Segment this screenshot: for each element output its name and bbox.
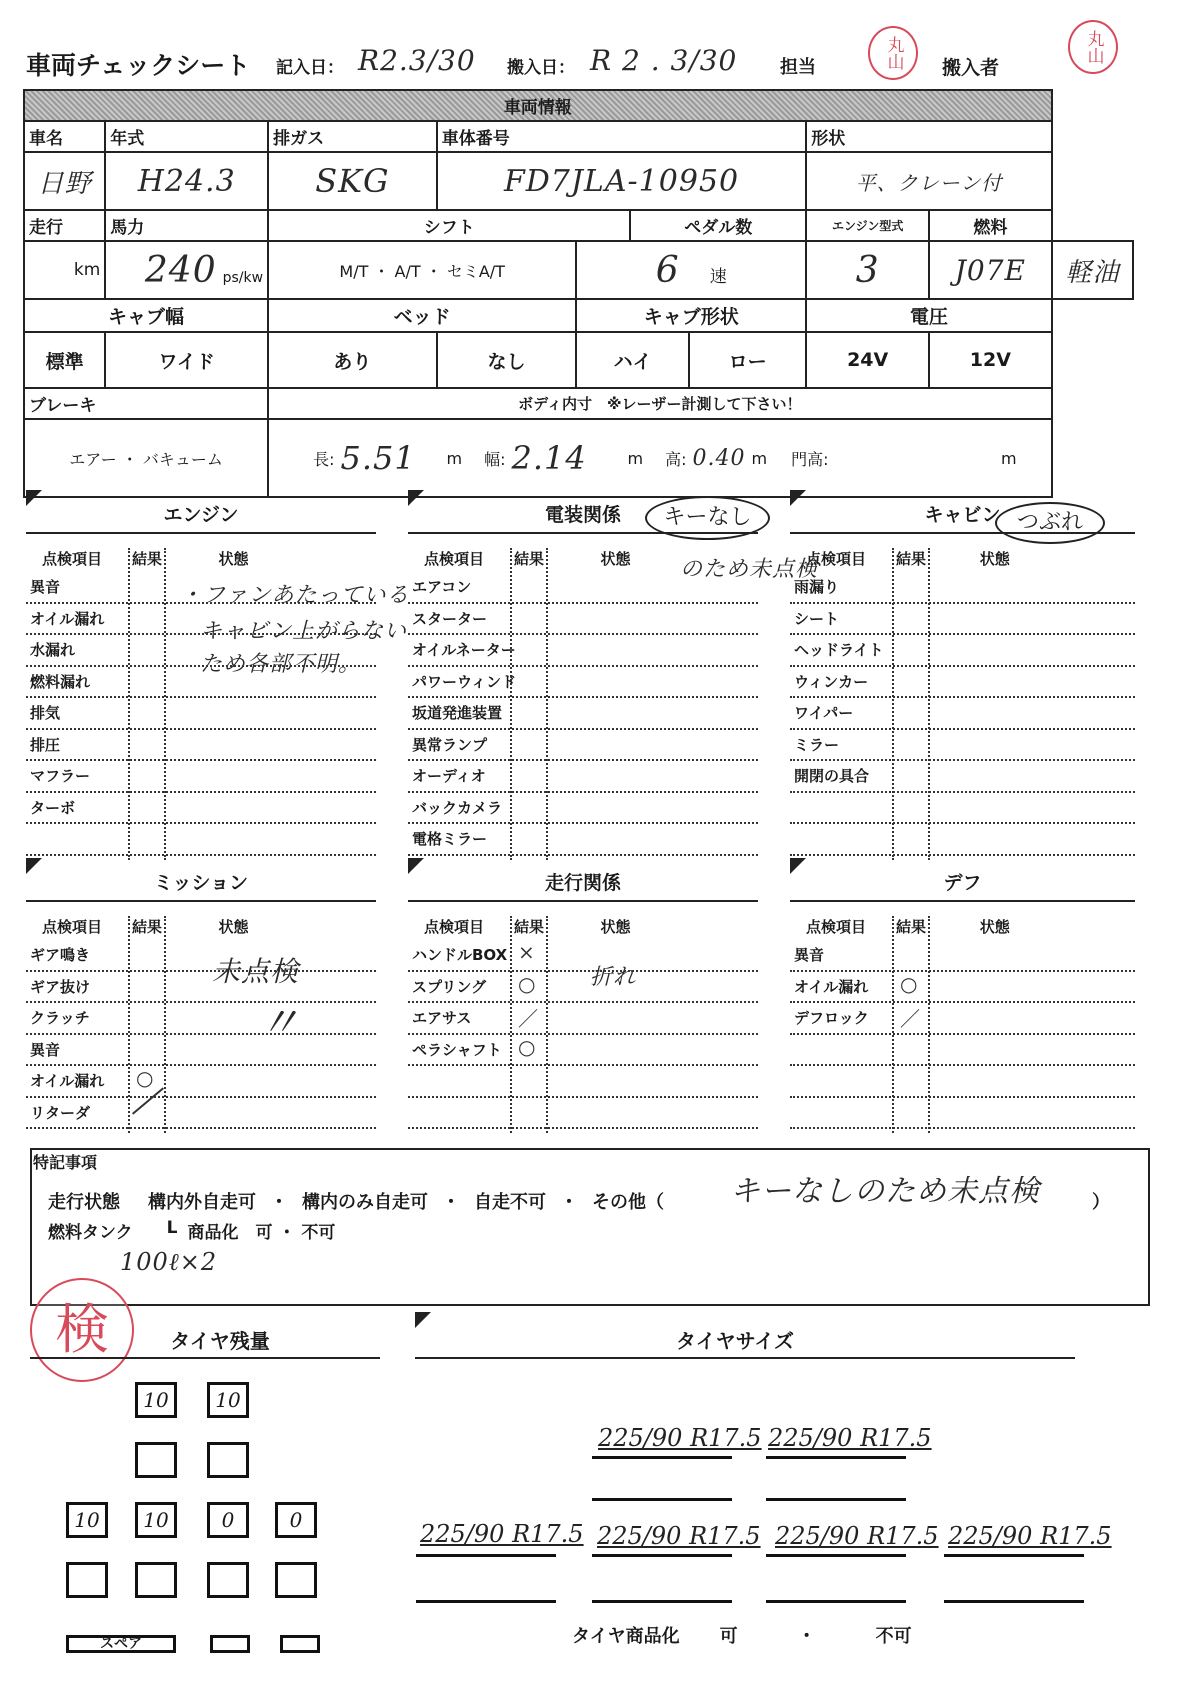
cabin-row-line-5 [790, 759, 1135, 761]
fuel-tank-options: 商品化 可 ・ 不可 [187, 1223, 336, 1243]
value-emission: SKG [268, 152, 437, 210]
fuel-tank-row [48, 1218, 335, 1243]
diff-divider-b [928, 916, 930, 1133]
tyre-box-9 [135, 1562, 177, 1598]
run-option-other: その他（ [592, 1192, 664, 1213]
mission-item-3: 異音 [30, 1040, 61, 1059]
engine-row-line-5 [26, 759, 376, 761]
electrical-title: 電装関係 [544, 504, 621, 526]
value-pedals: 3 [806, 241, 929, 299]
mission-title-line [26, 900, 376, 902]
diff-row-line-3 [790, 1064, 1135, 1066]
engine-title: エンジン [163, 504, 239, 526]
engine-note-3: ため各部不明。 [200, 652, 362, 677]
diff-col-result: 結果 [896, 918, 927, 936]
engine-row-line-1 [26, 633, 376, 635]
tyre-box-2 [135, 1442, 177, 1478]
label-name: 車名 [24, 121, 105, 152]
run-sep-3: ・ [560, 1192, 578, 1213]
electrical-item-6: オーディオ [412, 767, 486, 785]
engine-item-2: 水漏れ [30, 641, 76, 659]
electrical-title-note: キーなし [645, 496, 770, 540]
electrical-row-line-6 [408, 791, 758, 793]
tyre-commercial-ok: 可 [719, 1626, 738, 1647]
cabin-item-1: シート [794, 609, 840, 628]
mission-item-5: リターダ [30, 1103, 91, 1122]
cabin-title-note: つぶれ [995, 502, 1105, 544]
diff-title: デフ [943, 872, 982, 894]
value-power: 240 [144, 249, 217, 291]
door-height-unit: m [1001, 448, 1017, 468]
cab-width-wide: ワイド [105, 332, 268, 388]
width-label: 幅: [484, 449, 506, 469]
staff-stamp: 丸山 [868, 26, 918, 80]
cabin-item-6: 開閉の具合 [794, 767, 870, 785]
electrical-row-line-3 [408, 696, 758, 698]
value-chassis: FD7JLA-10950 [437, 152, 807, 210]
diff-row-line-2 [790, 1033, 1135, 1035]
running-result-3: ○ [518, 1034, 536, 1059]
running-divider-b [546, 916, 548, 1133]
voltage-12v: 12V [929, 332, 1052, 388]
running-row-line-0 [408, 970, 758, 972]
running-row-line-5 [408, 1127, 758, 1129]
door-height-label: 門高: [791, 449, 829, 469]
electrical-item-7: バックカメラ [412, 798, 503, 817]
cab-shape-low: ロー [689, 332, 806, 388]
mission-item-4: オイル漏れ [30, 1072, 105, 1090]
running-item-2: エアサス [412, 1009, 472, 1027]
bringer-stamp: 丸山 [1068, 20, 1118, 74]
diff-divider-a [892, 916, 894, 1133]
engine-item-7: ターボ [30, 798, 76, 817]
height-unit: m [751, 448, 768, 468]
run-sep-1: ・ [270, 1192, 288, 1213]
run-option-inside: 構内のみ自走可 [302, 1192, 428, 1213]
shift-speed-cell [576, 241, 806, 299]
label-shape: 形状 [806, 121, 1051, 152]
tyre-size-bottom-2: 225/90 R17.5 [597, 1522, 761, 1550]
diff-item-1: オイル漏れ [794, 977, 869, 996]
engine-item-3: 燃料漏れ [30, 672, 91, 691]
tyre-commercial-ng: 不可 [875, 1626, 912, 1647]
cab-shape-high: ハイ [576, 332, 689, 388]
running-col-state: 状態 [600, 918, 631, 936]
cabin-col-item: 点検項目 [806, 550, 867, 568]
running-row-line-2 [408, 1033, 758, 1035]
diff-row-line-4 [790, 1096, 1135, 1098]
tyre-box-4: 10 [66, 1502, 108, 1538]
length-value: 5.51 [340, 439, 416, 477]
mission-row-line-4 [26, 1096, 376, 1098]
value-year: H24.3 [105, 152, 268, 210]
electrical-col-state: 状態 [600, 550, 631, 568]
bringer-label: 搬入者 [942, 57, 1000, 79]
electrical-row-line-0 [408, 602, 758, 604]
mission-slash [132, 1087, 164, 1114]
diff-result-2: ／ [900, 1007, 920, 1031]
mission-row-line-1 [26, 1001, 376, 1003]
speed-unit: 速 [709, 266, 727, 287]
running-title: 走行関係 [544, 872, 621, 894]
tyre-size-bottom-3: 225/90 R17.5 [775, 1522, 939, 1550]
electrical-item-4: 坂道発進装置 [412, 704, 503, 722]
cabin-item-4: ワイパー [794, 704, 854, 722]
mission-result-4: ○ [136, 1066, 154, 1090]
spare-tyre-box-2 [280, 1635, 320, 1653]
engine-item-6: マフラー [30, 767, 91, 785]
mission-item-1: ギア抜け [30, 977, 91, 996]
km-unit: km [73, 260, 101, 280]
running-note: 折れ [590, 965, 637, 990]
fuel-tank-note: 100ℓ×2 [120, 1248, 218, 1276]
diff-col-state: 状態 [979, 918, 1010, 936]
label-engine-model: エンジン型式 [806, 210, 929, 241]
engine-row-line-4 [26, 728, 376, 730]
electrical-row-line-8 [408, 854, 758, 856]
tyre-box-8 [66, 1562, 108, 1598]
cabin-title: キャビン [924, 504, 1001, 526]
electrical-item-3: パワーウィンド [412, 672, 517, 691]
cabin-item-2: ヘッドライト [794, 641, 884, 659]
cab-width-standard: 標準 [24, 332, 105, 388]
value-shift-speed: 6 [655, 249, 680, 291]
run-close-paren: ） [1092, 1192, 1110, 1213]
label-shift: シフト [268, 210, 630, 241]
engine-divider-a [128, 548, 130, 860]
label-voltage: 電圧 [806, 299, 1051, 332]
mission-col-state: 状態 [218, 918, 249, 936]
diff-item-2: デフロック [794, 1009, 869, 1027]
cabin-item-0: 雨漏り [794, 578, 840, 596]
mission-item-2: クラッチ [30, 1009, 90, 1027]
running-result-2: ／ [518, 1007, 538, 1031]
label-pedals: ペダル数 [630, 210, 806, 241]
diff-row-line-1 [790, 1001, 1135, 1003]
running-row-line-1 [408, 1001, 758, 1003]
engine-item-0: 異音 [30, 578, 61, 596]
page-title: 車両チェックシート [26, 51, 251, 80]
height-value: 0.40 [692, 445, 746, 471]
cabin-item-3: ウィンカー [794, 672, 869, 691]
value-name: 日野 [24, 152, 105, 210]
tyre-size-bottom-1: 225/90 R17.5 [420, 1520, 584, 1548]
engine-col-item: 点検項目 [42, 550, 103, 568]
shift-options: M/T ・ A/T ・ セミA/T [268, 241, 576, 299]
tyre-size-title: タイヤサイズ [676, 1329, 794, 1353]
tyre-box-3 [207, 1442, 249, 1478]
cabin-row-line-0 [790, 602, 1135, 604]
running-result-1: ○ [518, 971, 536, 996]
staff-label: 担当 [780, 57, 816, 78]
electrical-col-result: 結果 [514, 550, 545, 568]
running-item-3: ペラシャフト [412, 1040, 502, 1059]
bed-no: なし [437, 332, 576, 388]
brake-options: エアー ・ バキューム [24, 419, 268, 497]
tyre-size-top-1: 225/90 R17.5 [598, 1424, 762, 1452]
electrical-divider-a [510, 548, 512, 860]
electrical-item-0: エアコン [412, 578, 472, 596]
run-state-label: 走行状態 [48, 1192, 120, 1213]
mission-title: ミッション [153, 872, 249, 894]
cabin-row-line-6 [790, 791, 1135, 793]
bed-yes: あり [268, 332, 437, 388]
running-title-line [408, 900, 758, 902]
engine-row-line-8 [26, 854, 376, 856]
cabin-row-line-4 [790, 728, 1135, 730]
running-col-item: 点検項目 [424, 918, 485, 936]
ps-unit: ps/kw [222, 269, 264, 286]
fuel-tank-label: 燃料タンク [48, 1223, 133, 1243]
cabin-item-5: ミラー [794, 735, 840, 754]
engine-note-2: キャビン上がらない [200, 619, 408, 644]
run-sep-2: ・ [442, 1192, 460, 1213]
engine-item-4: 排気 [30, 704, 61, 722]
width-value: 2.14 [511, 439, 587, 477]
running-row-line-4 [408, 1096, 758, 1098]
engine-row-line-6 [26, 791, 376, 793]
tyre-size-bottom-4: 225/90 R17.5 [948, 1522, 1112, 1550]
electrical-item-1: スターター [412, 609, 488, 628]
label-brake: ブレーキ [24, 388, 268, 419]
engine-divider-b [164, 548, 166, 860]
bring-date-value: R 2 . 3/30 [590, 44, 738, 77]
tyre-box-10 [207, 1562, 249, 1598]
label-cab-width: キャブ幅 [24, 299, 268, 332]
electrical-row-line-7 [408, 822, 758, 824]
entry-date-label: 記入日： [276, 58, 344, 78]
tyre-box-5: 10 [135, 1502, 177, 1538]
cabin-col-state: 状態 [979, 550, 1010, 568]
cabin-divider-a [892, 548, 894, 860]
mission-col-item: 点検項目 [42, 918, 103, 936]
tyre-box-6: 0 [207, 1502, 249, 1538]
voltage-24v: 24V [806, 332, 929, 388]
engine-row-line-2 [26, 665, 376, 667]
running-row-line-3 [408, 1064, 758, 1066]
cabin-row-line-7 [790, 822, 1135, 824]
tyre-commercial-row [572, 1622, 912, 1648]
tyre-commercial-label: タイヤ商品化 [572, 1626, 680, 1647]
mission-divider-b [164, 916, 166, 1133]
cabin-row-line-2 [790, 665, 1135, 667]
running-result-0: × [518, 940, 535, 964]
mission-item-0: ギア鳴き [30, 946, 91, 964]
body-dims-cell [268, 419, 1052, 497]
mission-row-line-5 [26, 1127, 376, 1129]
label-fuel: 燃料 [929, 210, 1052, 241]
spare-box: スペア [66, 1635, 176, 1653]
engine-item-1: オイル漏れ [30, 609, 105, 628]
cabin-divider-b [928, 548, 930, 860]
vehicle-info-header: 車両情報 [24, 90, 1052, 121]
diff-row-line-5 [790, 1127, 1135, 1129]
mission-note: 未点検 [212, 955, 300, 988]
electrical-row-line-5 [408, 759, 758, 761]
label-body-dims: ボディ内寸 ※レーザー計測して下さい！ [268, 388, 1052, 419]
cabin-col-result: 結果 [896, 550, 927, 568]
spare-tyre-box-1 [210, 1635, 250, 1653]
run-option-inout: 構内外自走可 [148, 1192, 256, 1213]
running-col-result: 結果 [514, 918, 545, 936]
electrical-state-note: のため未点検 [680, 557, 819, 582]
engine-col-state: 状態 [218, 550, 249, 568]
tyre-box-7: 0 [275, 1502, 317, 1538]
cabin-row-line-1 [790, 633, 1135, 635]
running-item-1: スプリング [412, 977, 487, 996]
tyre-commercial-sep: ・ [797, 1626, 816, 1647]
mission-col-result: 結果 [132, 918, 163, 936]
electrical-row-line-1 [408, 633, 758, 635]
engine-row-line-7 [26, 822, 376, 824]
electrical-title-line [408, 532, 758, 534]
fuel-tank-unit: L [166, 1218, 178, 1238]
length-unit: m [446, 448, 463, 468]
tyre-box-0: 10 [135, 1382, 177, 1418]
label-mileage: 走行 [24, 210, 105, 241]
electrical-item-5: 異常ランプ [412, 735, 488, 754]
remarks-title: 特記事項 [33, 1153, 98, 1172]
entry-date-value: R2.3/30 [358, 44, 476, 77]
mileage-cell [24, 241, 105, 299]
diff-result-1: ○ [900, 971, 918, 996]
inspection-stamp: 検 [30, 1278, 134, 1382]
engine-note-1: ・ファンあたっている [180, 583, 410, 608]
electrical-divider-b [546, 548, 548, 860]
vehicle-info-table [23, 89, 1134, 498]
electrical-item-2: オイルネーター [412, 641, 516, 659]
diff-item-0: 異音 [794, 946, 825, 964]
engine-row-line-0 [26, 602, 376, 604]
mission-row-line-0 [26, 970, 376, 972]
bring-date-label: 搬入日： [507, 58, 575, 78]
width-unit: m [627, 448, 644, 468]
run-other-note: キーなしのため未点検 [730, 1174, 1040, 1209]
run-state-row [48, 1188, 664, 1214]
tyre-box-11 [275, 1562, 317, 1598]
run-option-no: 自走不可 [474, 1192, 546, 1213]
power-cell [105, 241, 268, 299]
engine-col-result: 結果 [132, 550, 163, 568]
mission-row-line-3 [26, 1064, 376, 1066]
electrical-item-8: 電格ミラー [412, 830, 488, 848]
mission-ditto-mark: 〃 [258, 998, 302, 1047]
engine-row-line-3 [26, 696, 376, 698]
label-emission: 排ガス [268, 121, 437, 152]
engine-title-line [26, 532, 376, 534]
cabin-title-line [790, 532, 1135, 534]
label-year: 年式 [105, 121, 268, 152]
cabin-row-line-3 [790, 696, 1135, 698]
mission-divider-a [128, 916, 130, 1133]
diff-row-line-0 [790, 970, 1135, 972]
diff-col-item: 点検項目 [806, 918, 867, 936]
mission-row-line-2 [26, 1033, 376, 1035]
cabin-row-line-8 [790, 854, 1135, 856]
diff-title-line [790, 900, 1135, 902]
value-fuel: 軽油 [1052, 241, 1133, 299]
running-divider-a [510, 916, 512, 1133]
electrical-col-item: 点検項目 [424, 550, 485, 568]
tyre-box-1: 10 [207, 1382, 249, 1418]
height-label: 高: [665, 449, 687, 469]
tyre-remain-title: タイヤ残量 [170, 1329, 270, 1353]
label-cab-shape: キャブ形状 [576, 299, 806, 332]
length-label: 長: [313, 449, 335, 469]
label-power: 馬力 [105, 210, 268, 241]
label-bed: ベッド [268, 299, 576, 332]
electrical-row-line-4 [408, 728, 758, 730]
running-item-0: ハンドルBOX [412, 946, 508, 964]
value-engine-model: J07E [929, 241, 1052, 299]
engine-item-5: 排圧 [30, 735, 61, 754]
label-chassis: 車体番号 [437, 121, 807, 152]
tyre-size-top-2: 225/90 R17.5 [768, 1424, 932, 1452]
value-shape: 平、クレーン付 [806, 152, 1051, 210]
electrical-row-line-2 [408, 665, 758, 667]
